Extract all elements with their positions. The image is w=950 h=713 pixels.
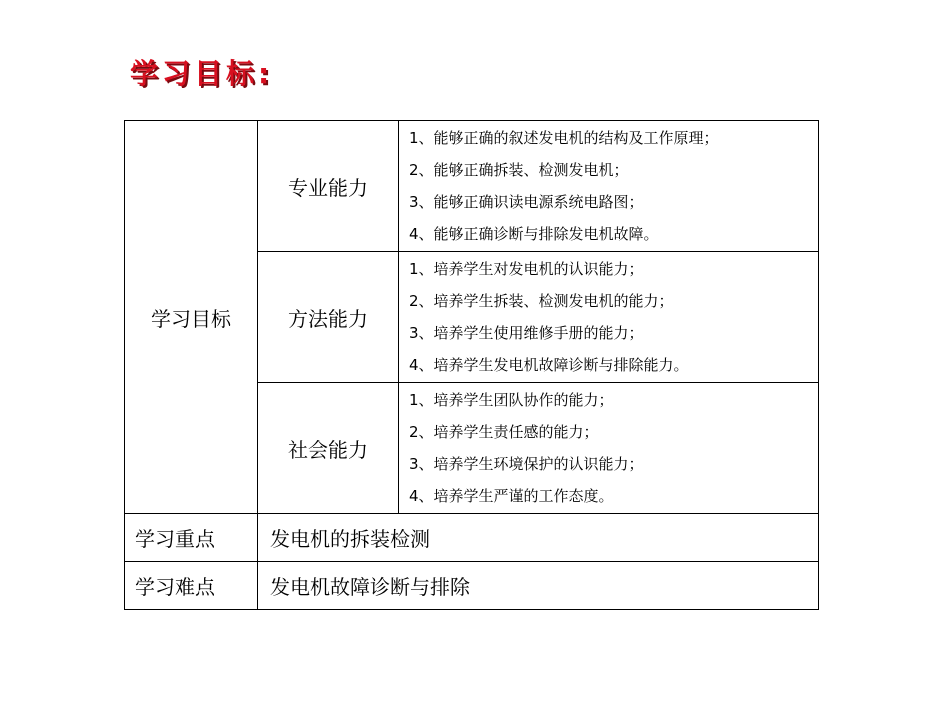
list-item: 3、能够正确识读电源系统电路图； <box>409 193 644 211</box>
list-item: 3、培养学生环境保护的认识能力； <box>409 455 644 473</box>
key-point-value: 发电机的拆装检测 <box>258 514 819 562</box>
list-item: 3、培养学生使用维修手册的能力； <box>409 324 644 342</box>
table-row <box>125 562 819 610</box>
category-method: 方法能力 <box>258 252 399 383</box>
list-item: 4、培养学生发电机故障诊断与排除能力。 <box>409 356 689 374</box>
main-label-cell: 学习目标 <box>125 121 258 514</box>
learning-objectives-table <box>124 120 819 610</box>
table-row <box>125 121 819 252</box>
list-item: 4、能够正确诊断与排除发电机故障。 <box>409 225 659 243</box>
items-professional <box>399 121 819 252</box>
list-item: 1、能够正确的叙述发电机的结构及工作原理； <box>409 129 719 147</box>
table-row <box>125 514 819 562</box>
list-item: 4、培养学生严谨的工作态度。 <box>409 487 614 505</box>
list-item: 1、培养学生团队协作的能力； <box>409 391 614 409</box>
list-item: 2、培养学生责任感的能力； <box>409 423 599 441</box>
items-method <box>399 252 819 383</box>
list-item: 1、培养学生对发电机的认识能力； <box>409 260 644 278</box>
items-social <box>399 383 819 514</box>
list-item: 2、能够正确拆装、检测发电机； <box>409 161 629 179</box>
key-point-label: 学习重点 <box>125 514 258 562</box>
difficult-point-label: 学习难点 <box>125 562 258 610</box>
category-social: 社会能力 <box>258 383 399 514</box>
difficult-point-value: 发电机故障诊断与排除 <box>258 562 819 610</box>
page-title: 学习目标: <box>130 57 274 90</box>
category-professional: 专业能力 <box>258 121 399 252</box>
list-item: 2、培养学生拆装、检测发电机的能力； <box>409 292 674 310</box>
